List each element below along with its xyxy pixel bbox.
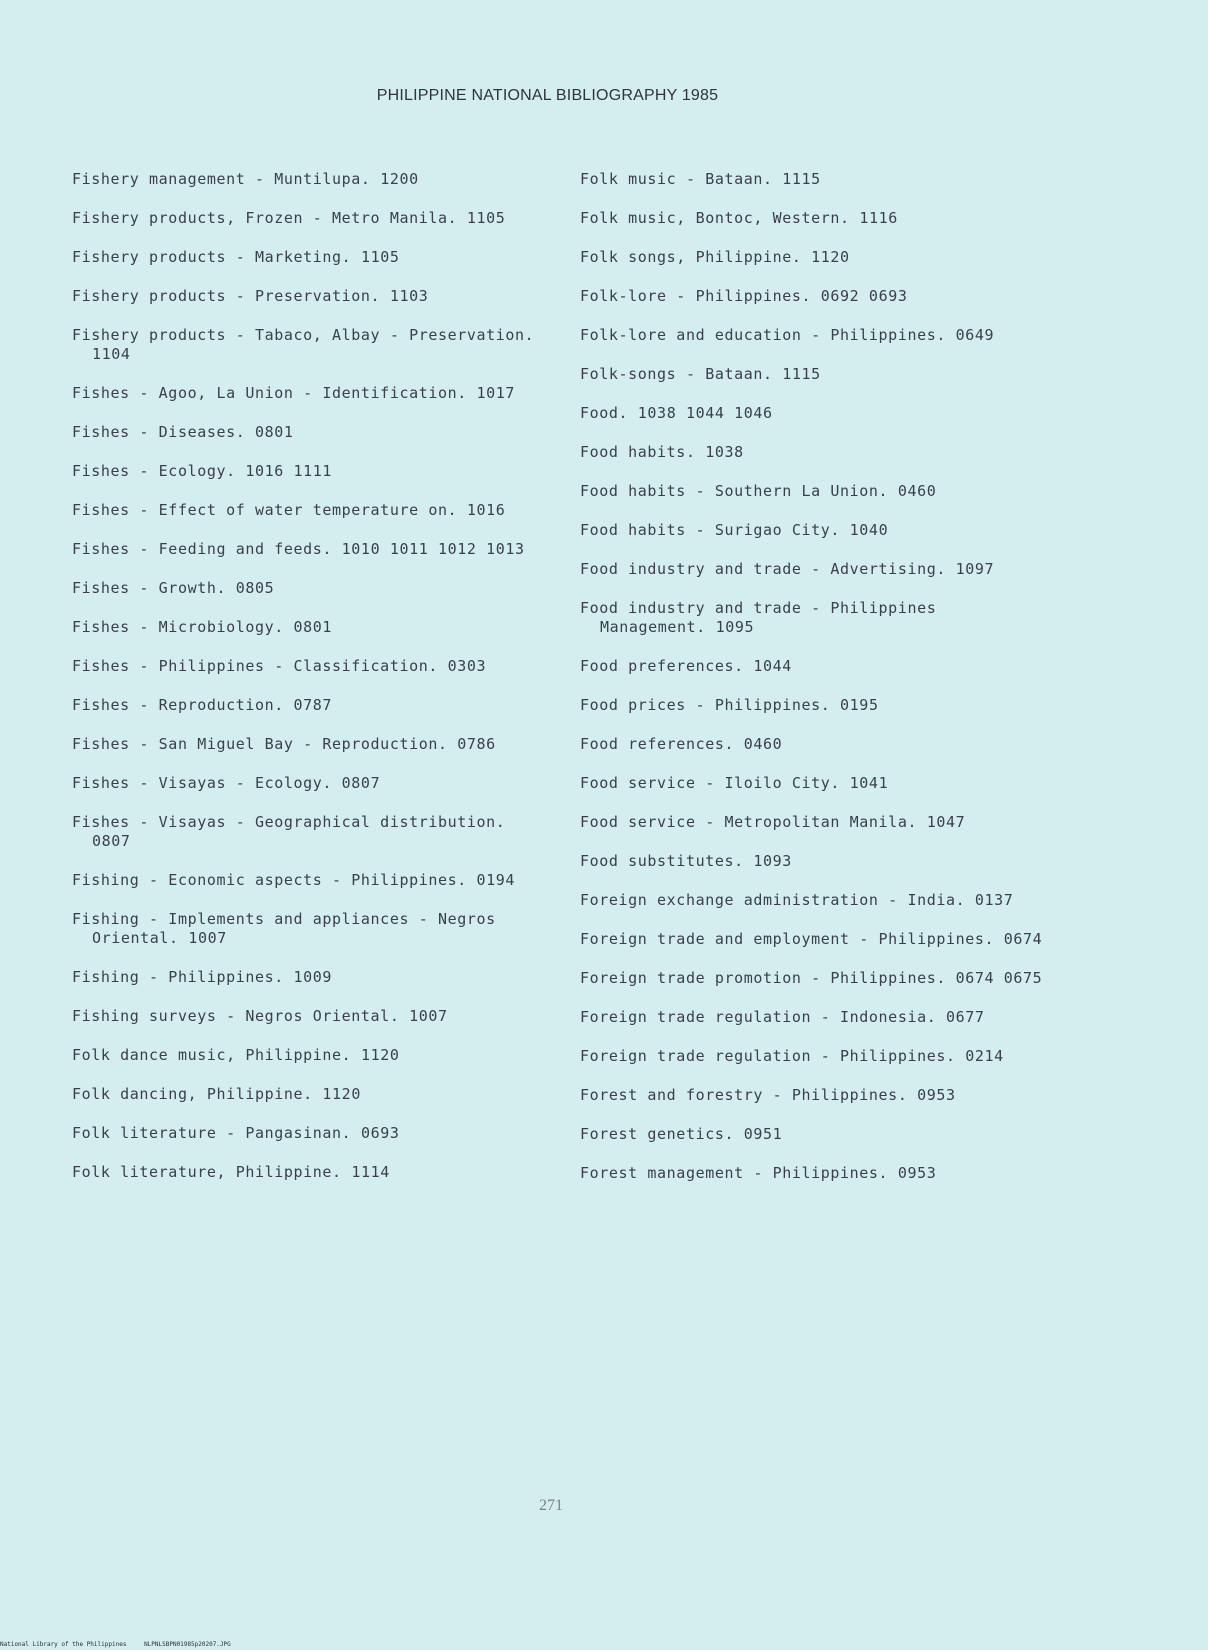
entry-reference-numbers: 1017 xyxy=(476,384,516,402)
entry-subject-text: Foreign trade promotion - Philippines. xyxy=(580,969,946,987)
entry-reference-numbers: 0674 xyxy=(1003,930,1043,948)
entry-reference-numbers: 1097 xyxy=(955,560,995,578)
entry-subject xyxy=(580,1164,1050,1183)
entry-reference-numbers: 1120 xyxy=(360,1046,400,1064)
entry-subject-text: Fishes - Visayas - Geographical distribution. xyxy=(72,813,506,831)
index-entry xyxy=(72,1163,542,1182)
entry-subject xyxy=(72,170,542,189)
entry-subject xyxy=(580,930,1050,949)
entry-subject xyxy=(72,1124,542,1143)
entry-subject-text: Food industry and trade - Philippines Management. xyxy=(580,599,937,636)
index-entry xyxy=(72,462,542,481)
entry-subject xyxy=(72,813,542,851)
index-entry xyxy=(72,774,542,793)
index-entry xyxy=(72,423,542,442)
index-entry xyxy=(72,579,542,598)
entry-reference-numbers: 1038 1044 1046 xyxy=(637,404,773,422)
entry-subject-text: Fishes - Visayas - Ecology. xyxy=(72,774,333,792)
index-entry xyxy=(72,501,542,520)
index-entry xyxy=(580,521,1050,540)
index-entry xyxy=(72,910,542,948)
entry-reference-numbers: 1105 xyxy=(360,248,400,266)
entry-subject xyxy=(580,735,1050,754)
entry-reference-numbers: 0677 xyxy=(945,1008,985,1026)
entry-reference-numbers: 0805 xyxy=(235,579,275,597)
entry-subject-text: Fishes - Feeding and feeds. xyxy=(72,540,333,558)
entry-subject-text: Food habits - Southern La Union. xyxy=(580,482,889,500)
entry-subject xyxy=(580,404,1050,423)
entry-subject xyxy=(580,443,1050,462)
entry-subject xyxy=(580,521,1050,540)
index-entry xyxy=(580,365,1050,384)
bibliography-title: PHILIPPINE NATIONAL BIBLIOGRAPHY 1985 xyxy=(376,87,719,104)
entry-subject-text: Fishery products - Tabaco, Albay - Preservation. xyxy=(72,326,535,344)
entry-subject xyxy=(580,813,1050,832)
entry-reference-numbers: 1200 xyxy=(380,170,419,188)
entry-reference-numbers: 0807 xyxy=(92,832,131,850)
entry-reference-numbers: 1114 xyxy=(351,1163,390,1181)
entry-subject xyxy=(580,1125,1050,1144)
index-entry xyxy=(72,1124,542,1143)
index-entry xyxy=(72,618,542,637)
entry-reference-numbers: 1040 xyxy=(849,521,889,539)
entry-reference-numbers: 0460 xyxy=(743,735,783,753)
entry-reference-numbers: 1044 xyxy=(753,657,792,675)
entry-reference-numbers: 0953 xyxy=(897,1164,937,1182)
entry-subject xyxy=(72,657,542,676)
entry-subject-text: Food habits. xyxy=(580,443,696,461)
footer-file: NLPNLSBPN01985p20207.JPG xyxy=(144,1641,231,1648)
entry-reference-numbers: 1115 xyxy=(782,170,821,188)
entry-reference-numbers: 0951 xyxy=(743,1125,783,1143)
entry-subject-text: Food preferences. xyxy=(580,657,744,675)
index-entry xyxy=(72,209,542,228)
index-entry xyxy=(580,170,1050,189)
entry-reference-numbers: 1116 xyxy=(859,209,898,227)
entry-reference-numbers: 1009 xyxy=(293,968,333,986)
index-column-right xyxy=(580,170,1050,1203)
entry-subject-text: Forest management - Philippines. xyxy=(580,1164,889,1182)
entry-reference-numbers: 1120 xyxy=(322,1085,361,1103)
index-entry xyxy=(580,326,1050,345)
entry-subject xyxy=(72,287,542,306)
entry-subject xyxy=(580,326,1050,345)
entry-subject xyxy=(72,248,542,267)
index-column-left xyxy=(72,170,542,1202)
entry-reference-numbers: 0953 xyxy=(917,1086,956,1104)
entry-subject xyxy=(72,501,542,520)
entry-subject-text: Fishes - Diseases. xyxy=(72,423,246,441)
entry-reference-numbers: 0674 0675 xyxy=(955,969,1043,987)
entry-reference-numbers: 0801 xyxy=(255,423,294,441)
entry-subject-text: Foreign trade regulation - Indonesia. xyxy=(580,1008,937,1026)
entry-subject-text: Fishery management - Muntilupa. xyxy=(72,170,371,188)
index-entry xyxy=(580,1008,1050,1027)
entry-reference-numbers: 0195 xyxy=(840,696,879,714)
entry-reference-numbers: 1115 xyxy=(782,365,821,383)
entry-subject xyxy=(580,891,1050,910)
entry-subject xyxy=(72,696,542,715)
entry-subject-text: Fishing - Economic aspects - Philippines. xyxy=(72,871,467,889)
entry-subject xyxy=(72,326,542,364)
entry-subject xyxy=(580,852,1050,871)
entry-subject-text: Fishing - Implements and appliances - Negros Oriental. xyxy=(72,910,496,947)
index-entry xyxy=(580,404,1050,423)
index-entry xyxy=(580,482,1050,501)
entry-reference-numbers: 1103 xyxy=(389,287,429,305)
index-entry xyxy=(580,1125,1050,1144)
entry-subject-text: Food service - Metropolitan Manila. xyxy=(580,813,918,831)
entry-subject xyxy=(580,1047,1050,1066)
index-entry xyxy=(72,248,542,267)
entry-subject xyxy=(580,657,1050,676)
entry-subject xyxy=(580,482,1050,501)
index-entry xyxy=(580,774,1050,793)
entry-subject-text: Fishes - Growth. xyxy=(72,579,227,597)
entry-reference-numbers: 0786 xyxy=(457,735,496,753)
entry-subject xyxy=(72,384,542,403)
entry-reference-numbers: 0303 xyxy=(447,657,487,675)
entry-subject xyxy=(580,560,1050,579)
entry-subject-text: Foreign trade and employment - Philippines. xyxy=(580,930,995,948)
entry-subject xyxy=(72,871,542,890)
entry-subject-text: Fishing surveys - Negros Oriental. xyxy=(72,1007,400,1025)
index-entry xyxy=(580,287,1050,306)
entry-subject xyxy=(580,599,1050,637)
entry-reference-numbers: 1120 xyxy=(811,248,850,266)
entry-subject-text: Food service - Iloilo City. xyxy=(580,774,841,792)
index-entry xyxy=(580,1086,1050,1105)
entry-subject xyxy=(580,1086,1050,1105)
index-entry xyxy=(580,248,1050,267)
entry-subject-text: Folk-lore and education - Philippines. xyxy=(580,326,946,344)
index-entry xyxy=(72,696,542,715)
index-entry xyxy=(72,871,542,890)
entry-subject-text: Forest genetics. xyxy=(580,1125,735,1143)
entry-subject-text: Foreign trade regulation - Philippines. xyxy=(580,1047,956,1065)
entry-subject xyxy=(72,1007,542,1026)
entry-subject xyxy=(580,1008,1050,1027)
entry-reference-numbers: 1038 xyxy=(705,443,744,461)
entry-reference-numbers: 1104 xyxy=(92,345,131,363)
index-entry xyxy=(72,813,542,851)
entry-subject xyxy=(72,540,542,559)
index-entry xyxy=(580,852,1050,871)
entry-subject xyxy=(72,579,542,598)
index-entry xyxy=(72,1046,542,1065)
entry-subject xyxy=(72,1046,542,1065)
entry-subject-text: Food prices - Philippines. xyxy=(580,696,831,714)
index-entry xyxy=(72,657,542,676)
entry-reference-numbers: 1041 xyxy=(849,774,889,792)
entry-subject xyxy=(580,209,1050,228)
index-entry xyxy=(72,1085,542,1104)
index-entry xyxy=(580,599,1050,637)
entry-subject xyxy=(72,968,542,987)
entry-subject xyxy=(580,287,1050,306)
entry-subject-text: Folk literature, Philippine. xyxy=(72,1163,342,1181)
scan-footer xyxy=(0,1641,245,1649)
entry-subject xyxy=(72,462,542,481)
entry-subject-text: Fishery products, Frozen - Metro Manila. xyxy=(72,209,458,227)
entry-reference-numbers: 1016 xyxy=(466,501,506,519)
entry-reference-numbers: 1007 xyxy=(409,1007,448,1025)
index-entry xyxy=(580,696,1050,715)
entry-subject-text: Fishery products - Marketing. xyxy=(72,248,352,266)
index-entry xyxy=(72,1007,542,1026)
entry-subject-text: Fishes - Philippines - Classification. xyxy=(72,657,438,675)
entry-subject xyxy=(72,1163,542,1182)
entry-subject-text: Folk music, Bontoc, Western. xyxy=(580,209,850,227)
entry-subject-text: Folk-lore - Philippines. xyxy=(580,287,812,305)
index-entry xyxy=(72,384,542,403)
index-entry xyxy=(580,969,1050,988)
entry-subject-text: Folk dance music, Philippine. xyxy=(72,1046,352,1064)
index-entry xyxy=(72,287,542,306)
entry-reference-numbers: 0194 xyxy=(476,871,516,889)
entry-subject xyxy=(72,774,542,793)
entry-subject-text: Foreign exchange administration - India. xyxy=(580,891,966,909)
page-number: 271 xyxy=(539,1497,563,1514)
index-entry xyxy=(580,813,1050,832)
entry-reference-numbers: 0801 xyxy=(293,618,333,636)
entry-reference-numbers: 0787 xyxy=(293,696,333,714)
entry-subject xyxy=(580,365,1050,384)
entry-subject xyxy=(72,209,542,228)
entry-subject-text: Food habits - Surigao City. xyxy=(580,521,841,539)
entry-subject xyxy=(580,248,1050,267)
page-header xyxy=(0,87,1095,105)
index-entry xyxy=(72,326,542,364)
index-entry xyxy=(72,735,542,754)
entry-subject xyxy=(580,170,1050,189)
entry-reference-numbers: 1105 xyxy=(466,209,506,227)
index-entry xyxy=(580,209,1050,228)
entry-subject-text: Folk music - Bataan. xyxy=(580,170,773,188)
entry-subject-text: Folk-songs - Bataan. xyxy=(580,365,773,383)
index-entry xyxy=(580,1047,1050,1066)
entry-subject-text: Fishing - Philippines. xyxy=(72,968,284,986)
entry-reference-numbers: 1010 1011 1012 1013 xyxy=(341,540,525,558)
entry-subject xyxy=(580,969,1050,988)
entry-reference-numbers: 1047 xyxy=(926,813,966,831)
entry-reference-numbers: 0137 xyxy=(974,891,1014,909)
entry-subject xyxy=(72,618,542,637)
entry-subject-text: Fishery products - Preservation. xyxy=(72,287,381,305)
entry-subject xyxy=(580,696,1050,715)
entry-subject-text: Fishes - Ecology. xyxy=(72,462,236,480)
entry-reference-numbers: 0649 xyxy=(955,326,995,344)
entry-reference-numbers: 1016 1111 xyxy=(245,462,333,480)
entry-subject xyxy=(580,774,1050,793)
entry-subject-text: Food. xyxy=(580,404,629,422)
entry-subject xyxy=(72,910,542,948)
entry-reference-numbers: 0693 xyxy=(360,1124,400,1142)
entry-subject-text: Folk literature - Pangasinan. xyxy=(72,1124,352,1142)
entry-subject-text: Folk songs, Philippine. xyxy=(580,248,802,266)
index-entry xyxy=(580,560,1050,579)
index-entry xyxy=(580,735,1050,754)
entry-reference-numbers: 0460 xyxy=(897,482,937,500)
index-entry xyxy=(72,170,542,189)
entry-reference-numbers: 1093 xyxy=(753,852,792,870)
entry-subject-text: Food industry and trade - Advertising. xyxy=(580,560,946,578)
entry-subject-text: Fishes - Microbiology. xyxy=(72,618,284,636)
index-entry xyxy=(72,540,542,559)
entry-subject-text: Forest and forestry - Philippines. xyxy=(580,1086,908,1104)
index-entry xyxy=(580,443,1050,462)
entry-subject xyxy=(72,423,542,442)
entry-subject xyxy=(72,1085,542,1104)
entry-reference-numbers: 1095 xyxy=(715,618,755,636)
entry-subject-text: Food substitutes. xyxy=(580,852,744,870)
entry-reference-numbers: 1007 xyxy=(188,929,227,947)
entry-reference-numbers: 0807 xyxy=(341,774,381,792)
entry-reference-numbers: 0692 0693 xyxy=(820,287,908,305)
index-entry xyxy=(580,657,1050,676)
entry-subject-text: Fishes - Reproduction. xyxy=(72,696,284,714)
entry-reference-numbers: 0214 xyxy=(965,1047,1004,1065)
entry-subject-text: Fishes - San Miguel Bay - Reproduction. xyxy=(72,735,448,753)
entry-subject-text: Food references. xyxy=(580,735,735,753)
footer-source: National Library of the Philippines xyxy=(0,1641,127,1648)
entry-subject-text: Fishes - Effect of water temperature on. xyxy=(72,501,458,519)
index-entry xyxy=(580,1164,1050,1183)
index-entry xyxy=(580,930,1050,949)
index-entry xyxy=(72,968,542,987)
entry-subject-text: Fishes - Agoo, La Union - Identification. xyxy=(72,384,467,402)
index-entry xyxy=(580,891,1050,910)
entry-subject-text: Folk dancing, Philippine. xyxy=(72,1085,313,1103)
entry-subject xyxy=(72,735,542,754)
